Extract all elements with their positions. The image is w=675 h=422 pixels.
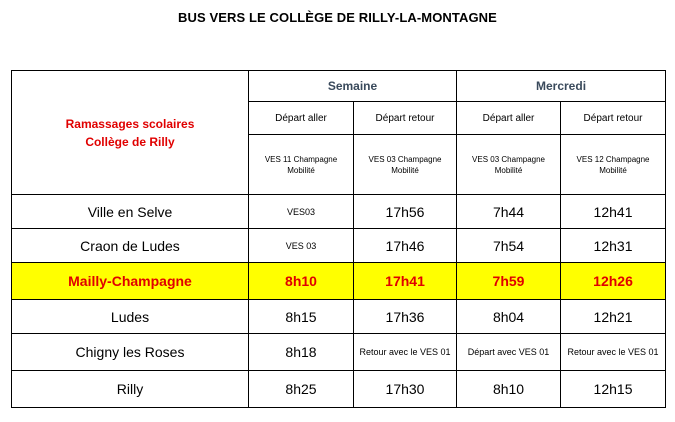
table-row	[12, 195, 666, 229]
page-title: BUS VERS LE COLLÈGE DE RILLY-LA-MONTAGNE	[178, 10, 497, 25]
stop-name: Ludes	[12, 300, 249, 334]
bus-line-name: VES 03 Champagne	[472, 154, 545, 164]
bus-schedule-table	[11, 70, 666, 408]
corner-label-line1: Ramassages scolaires	[65, 116, 195, 131]
time-cell: 7h44	[457, 195, 561, 229]
time-cell: 8h10	[249, 263, 354, 300]
time-cell: VES03	[249, 195, 354, 229]
time-cell: 7h54	[457, 229, 561, 263]
time-cell: 8h18	[249, 334, 354, 371]
time-cell: VES 03	[249, 229, 354, 263]
corner-label-line2: Collège de Rilly	[85, 134, 175, 149]
bus-line-header	[354, 135, 457, 195]
table-row-highlighted	[12, 263, 666, 300]
time-cell: 17h46	[354, 229, 457, 263]
time-cell: 17h36	[354, 300, 457, 334]
time-cell: 8h15	[249, 300, 354, 334]
time-cell: 12h21	[561, 300, 666, 334]
stop-name: Craon de Ludes	[12, 229, 249, 263]
bus-line-header	[249, 135, 354, 195]
stop-name: Rilly	[12, 371, 249, 408]
group-header-semaine: Semaine	[249, 71, 457, 102]
time-cell-note: Départ avec VES 01	[457, 334, 561, 371]
group-header-row	[12, 71, 666, 102]
time-cell: 8h04	[457, 300, 561, 334]
direction-header: Départ retour	[561, 102, 666, 135]
bus-line-name: VES 12 Champagne	[576, 154, 650, 164]
time-cell: 12h15	[561, 371, 666, 408]
direction-header: Départ aller	[457, 102, 561, 135]
stop-name: Mailly-Champagne	[12, 263, 249, 300]
table-row	[12, 229, 666, 263]
bus-line-operator: Mobilité	[391, 165, 419, 175]
time-cell-note: Retour avec le VES 01	[354, 334, 457, 371]
corner-label	[12, 71, 249, 195]
time-cell: 12h26	[561, 263, 666, 300]
table-row	[12, 334, 666, 371]
time-cell: 12h41	[561, 195, 666, 229]
stop-name: Ville en Selve	[12, 195, 249, 229]
bus-line-operator: Mobilité	[599, 165, 627, 175]
time-cell: 8h10	[457, 371, 561, 408]
time-cell-note: Retour avec le VES 01	[561, 334, 666, 371]
table-row	[12, 300, 666, 334]
time-cell: 8h25	[249, 371, 354, 408]
time-cell: 12h31	[561, 229, 666, 263]
time-cell: 17h56	[354, 195, 457, 229]
stop-name: Chigny les Roses	[12, 334, 249, 371]
group-header-mercredi: Mercredi	[457, 71, 666, 102]
bus-line-header	[561, 135, 666, 195]
time-cell: 7h59	[457, 263, 561, 300]
bus-line-operator: Mobilité	[287, 165, 315, 175]
bus-line-name: VES 03 Champagne	[368, 154, 442, 164]
direction-header: Départ retour	[354, 102, 457, 135]
time-cell: 17h41	[354, 263, 457, 300]
time-cell: 17h30	[354, 371, 457, 408]
direction-header: Départ aller	[249, 102, 354, 135]
bus-line-header	[457, 135, 561, 195]
bus-line-name: VES 11 Champagne	[264, 154, 338, 164]
bus-line-operator: Mobilité	[494, 165, 523, 175]
table-row	[12, 371, 666, 408]
